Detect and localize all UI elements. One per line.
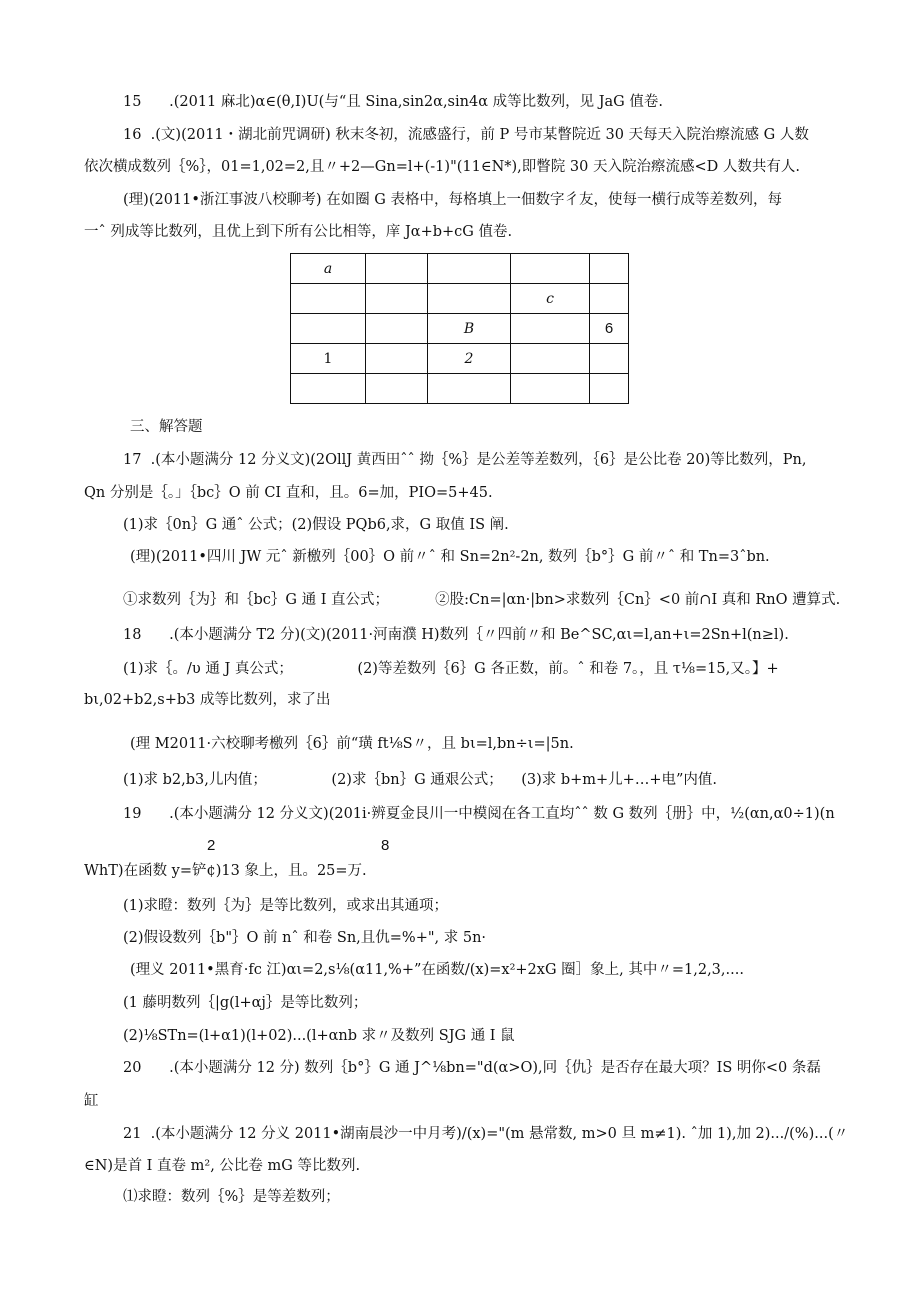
grid-cell: [291, 314, 366, 344]
problem-18-line3: bι,02+b2,s+b3 成等比数列，求了出: [84, 692, 331, 708]
problem-21-line3: ⑴求瞪：数列｛%｝是等差数列；: [123, 1189, 340, 1205]
problem-20-line2: 缸: [84, 1093, 99, 1109]
problem-18-line1: 18 .(本小题满分 T2 分)(文)(2011·河南濮 H)数列｛〃四前〃和 Be^SC,αι=l,an+ι=2Sn+l(n≥l).: [123, 627, 789, 643]
grid-cell: [366, 344, 428, 374]
grid-cell: B: [428, 314, 511, 344]
problem-18-line2: (1)求｛。/υ 通 J 真公式； (2)等差数列｛6｝G 各正数，前。ˆ 和卷 7。，且 τ⅛=15,又。】+: [123, 661, 779, 677]
problem-16-line4: 一ˆ 列成等比数列，且优上到下所有公比相等，庠 Jα+b+cG 值卷.: [84, 224, 513, 240]
grid-cell: [511, 344, 590, 374]
problem-16-line2: 依次横成数列｛%｝，01=1,02=2,且〃+2—Gn=l+(-1)"(11∈N*),即瞥院 30 天入院治瘵流感<D 人数共有人.: [84, 159, 800, 175]
problem-19-fraction-8: 8: [381, 837, 390, 854]
section-heading-answers: 三、解答题: [130, 419, 203, 435]
grid-cell: [590, 284, 629, 314]
number-grid-table: [290, 253, 629, 404]
problem-19-line4: (2)假设数列｛b"｝O 前 nˆ 和卷 Sn,且仇=%+", 求 5n·: [123, 930, 487, 946]
grid-cell: [511, 374, 590, 404]
grid-cell: [590, 254, 629, 284]
grid-cell: 6: [590, 314, 629, 344]
problem-18-line4: (理 M2011·六校聊考檄列｛6｝前“璜 ft⅛S〃，且 bι=l,bn÷ι=|5n.: [130, 736, 574, 752]
grid-cell: [291, 284, 366, 314]
grid-cell: [590, 374, 629, 404]
grid-cell: 1: [291, 344, 366, 374]
problem-16-line1: 16 .(文)(2011・湖北前咒调研) 秋末冬初，流感盛行，前 P 号市某瞥院近 30 天每天入院治瘵流感 G 人数: [123, 127, 809, 143]
problem-19-line1: 19 .(本小题满分 12 分义文)(201i·辨夏金艮川一中模阅在各工直均ˆˆ 数 G 数列｛册｝中，½(αn,α0÷1)(n: [123, 806, 835, 822]
grid-cell: a: [291, 254, 366, 284]
problem-17-line1: 17 .(本小题满分 12 分义文)(2OllJ 黄西田ˆˆ 拗｛%｝是公差等差数列，｛6｝是公比卷 20)等比数列，Pn,: [123, 452, 807, 468]
problem-19-line2: WhT)在函数 y=铲¢)13 象上，且。25=万.: [84, 863, 367, 879]
problem-21-line2: ∈N)是首 I 直卷 m², 公比卷 mG 等比数列.: [84, 1158, 361, 1174]
problem-18-line5: (1)求 b2,b3,儿内值； (2)求｛bn｝G 通艰公式； (3)求 b+m+儿+…+电”内值.: [123, 772, 717, 788]
problem-15: 15 .(2011 麻北)α∈(θ,I)U(与“且 Sina,sin2α,sin4α 成等比数列，见 JaG 值卷.: [123, 94, 663, 110]
problem-17-line4: (理)(2011•四川 JW 元ˆ 新檄列｛00｝O 前〃ˆ 和 Sn=2n²-2n, 数列｛b°｝G 前〃ˆ 和 Tn=3ˆbn.: [130, 549, 770, 565]
problem-17-line5: ①求数列｛为｝和｛bc｝G 通 I 直公式； ②股:Cn=|αn·|bn>求数列｛Cn｝<0 前∩I 真和 RnO 遭算式.: [123, 592, 841, 608]
grid-cell: [511, 314, 590, 344]
problem-20-line1: 20 .(本小题满分 12 分) 数列｛b°｝G 通 J^⅛bn="d(α>O),冋｛仇｝是否存在最大项？IS 明你<0 条磊: [123, 1060, 821, 1076]
grid-cell: [428, 254, 511, 284]
problem-17-line2: Qn 分别是｛。」｛bc｝O 前 CI 直和，且。6=加，PIO=5+45.: [84, 485, 493, 501]
problem-17-line3: (1)求｛0n｝G 通ˆ 公式；(2)假设 PQb6,求，G 取值 IS 阐.: [123, 517, 509, 533]
problem-19-line5: (理义 2011•黑育·fc 江)αι=2,s⅛(α11,%+”在函数/(x)=x²+2xG 圈］象上, 其中〃=1,2,3,....: [130, 962, 744, 978]
grid-cell: 2: [428, 344, 511, 374]
grid-cell: [428, 284, 511, 314]
problem-19-line3: (1)求瞪：数列｛为｝是等比数列，或求出其通项；: [123, 898, 449, 914]
problem-19-line7: (2)⅛STn=(l+α1)(l+02)...(l+αnb 求〃及数列 SJG 通 I 鼠: [123, 1028, 515, 1044]
problem-19-fraction-2: 2: [207, 837, 216, 854]
problem-21-line1: 21 .(本小题满分 12 分义 2011•湖南晨沙一中月考)/(x)="(m 悬常数, m>0 旦 m≠1). ˆ加 1),加 2).../(%)...(〃: [123, 1126, 849, 1142]
grid-cell: c: [511, 284, 590, 314]
grid-cell: [366, 254, 428, 284]
grid-cell: [428, 374, 511, 404]
grid-cell: [366, 314, 428, 344]
problem-19-line6: (1 藤明数列｛|g(l+αj｝是等比数列；: [123, 995, 368, 1011]
problem-16-line3: (理)(2011•浙江事波八校聊考) 在如圈 G 表格中，每格填上一佃数字彳友，使每一横行成等差数列，每: [123, 192, 782, 208]
grid-cell: [590, 344, 629, 374]
grid-cell: [366, 284, 428, 314]
grid-cell: [511, 254, 590, 284]
grid-cell: [366, 374, 428, 404]
grid-cell: [291, 374, 366, 404]
